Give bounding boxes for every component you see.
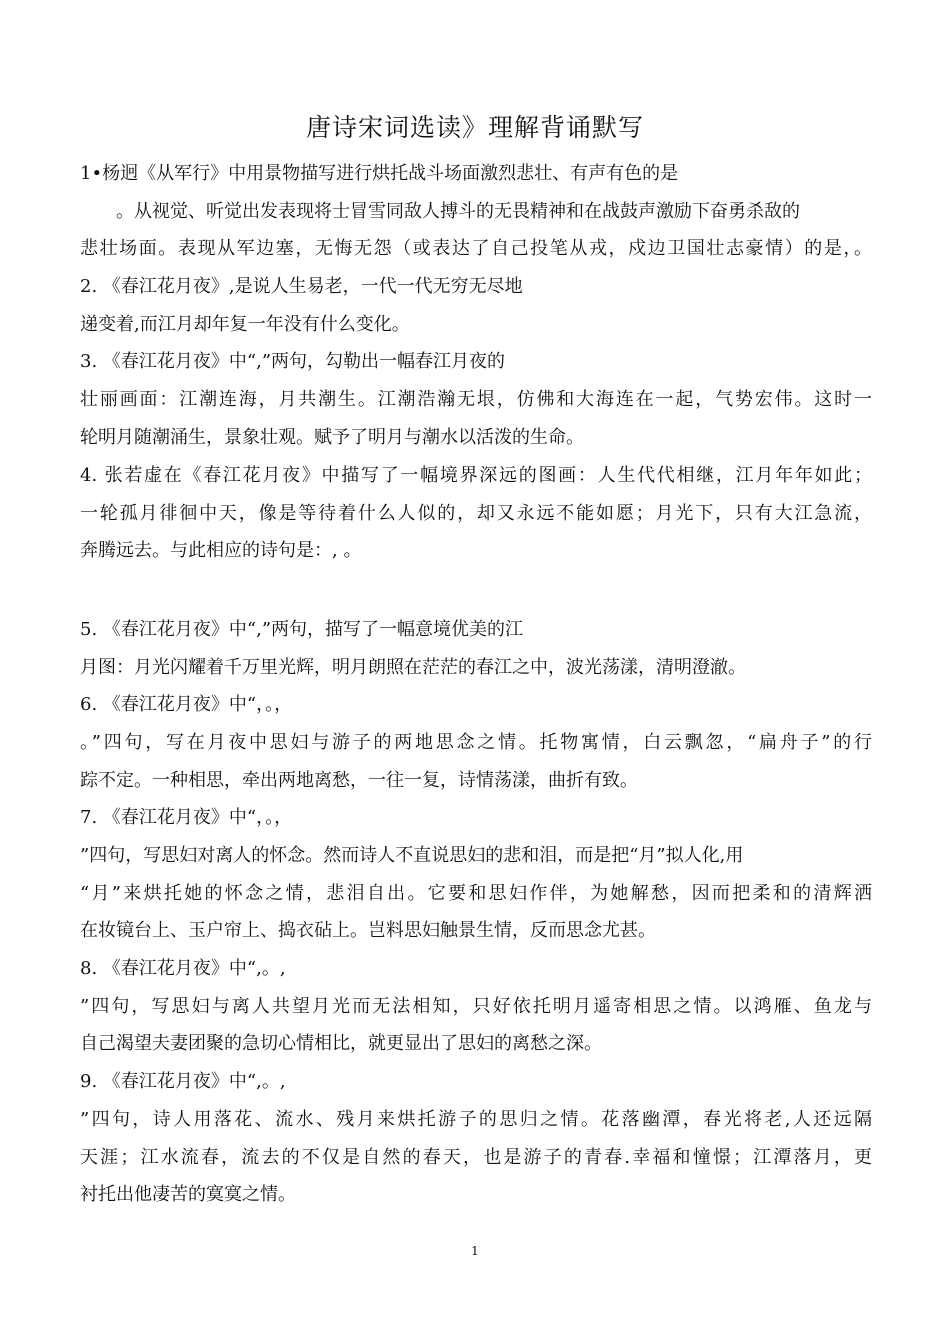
text-line: 3. 《春江花月夜》中“,”两句，勾勒出一幅春江月夜的 [80,351,506,372]
text-line: 2. 《春江花月夜》,是说人生易老，一代一代无穷无尽地 [80,276,523,297]
text-line: 一轮孤月徘徊中天，像是等待着什么人似的，却又永远不能如愿；月光下，只有大江急流， [80,503,872,524]
text-line: 悲壮场面。表现从军边塞，无悔无怨（或表达了自己投笔从戎，戍边卫国壮志豪情）的是，。 [80,238,872,259]
text-line: 递变着,而江月却年复一年没有什么变化。 [80,314,410,335]
text-line: 天涯；江水流春，流去的不仅是自然的春天，也是游子的青春.幸福和憧憬；江潭落月，更 [80,1147,872,1168]
text-line: 8. 《春江花月夜》中“,。, [80,958,286,979]
text-line: 轮明月随潮涌生，景象壮观。赋予了明月与潮水以活泼的生命。 [80,427,584,448]
text-line: 月图：月光闪耀着千万里光辉，明月朗照在茫茫的春江之中，波光荡漾，清明澄澈。 [80,657,746,678]
text-line: 4. 张若虚在《春江花月夜》中描写了一幅境界深远的图画：人生代代相继，江月年年如此； [80,465,872,486]
text-line: 。”四句，写在月夜中思妇与游子的两地思念之情。托物寓情，白云飘忽，“扁舟子”的行 [80,732,872,753]
text-line: ”四句，写思妇对离人的怀念。然而诗人不直说思妇的悲和泪，而是把“月”拟人化,用 [80,845,744,866]
text-line: 自己渴望夫妻团聚的急切心情相比，就更显出了思妇的离愁之深。 [80,1033,602,1054]
text-line: 衬托出他凄苦的寞寞之情。 [80,1184,296,1205]
text-line: 踪不定。一种相思，牵出两地离愁，一往一复，诗情荡漾，曲折有致。 [80,770,638,791]
page-title: 唐诗宋词选读》理解背诵默写 [305,113,644,142]
text-line: 6. 《春江花月夜》中“，。， [80,694,293,715]
text-line: ”四句，写思妇与离人共望月光而无法相知，只好依托明月遥寄相思之情。以鸿雁、鱼龙与 [80,996,872,1017]
text-line: ”四句，诗人用落花、流水、残月来烘托游子的思归之情。花落幽潭，春光将老,人还远隔 [80,1109,872,1130]
text-line: 壮丽画面：江潮连海，月共潮生。江潮浩瀚无垠，仿佛和大海连在一起，气势宏伟。这时一 [80,389,872,410]
text-line: 5. 《春江花月夜》中“,”两句，描写了一幅意境优美的江 [80,619,524,640]
text-line: 7. 《春江花月夜》中“，。， [80,807,293,828]
text-line: 在妆镜台上、玉户帘上、捣衣砧上。岂料思妇触景生情，反而思念尤甚。 [80,920,656,941]
text-line: 1•杨迥《从军行》中用景物描写进行烘托战斗场面激烈悲壮、有声有色的是 [80,163,679,184]
page-number: 1 [471,1244,479,1258]
text-line: 。从视觉、听觉出发表现将士冒雪同敌人搏斗的无畏精神和在战鼓声激励下奋勇杀敌的 [116,201,800,222]
text-line: “月”来烘托她的怀念之情，悲泪自出。它要和思妇作伴，为她解愁，因而把柔和的清辉洒 [80,883,872,904]
text-line: 奔腾远去。与此相应的诗句是：, 。 [80,540,362,561]
text-line: 9. 《春江花月夜》中“,。, [80,1071,286,1092]
